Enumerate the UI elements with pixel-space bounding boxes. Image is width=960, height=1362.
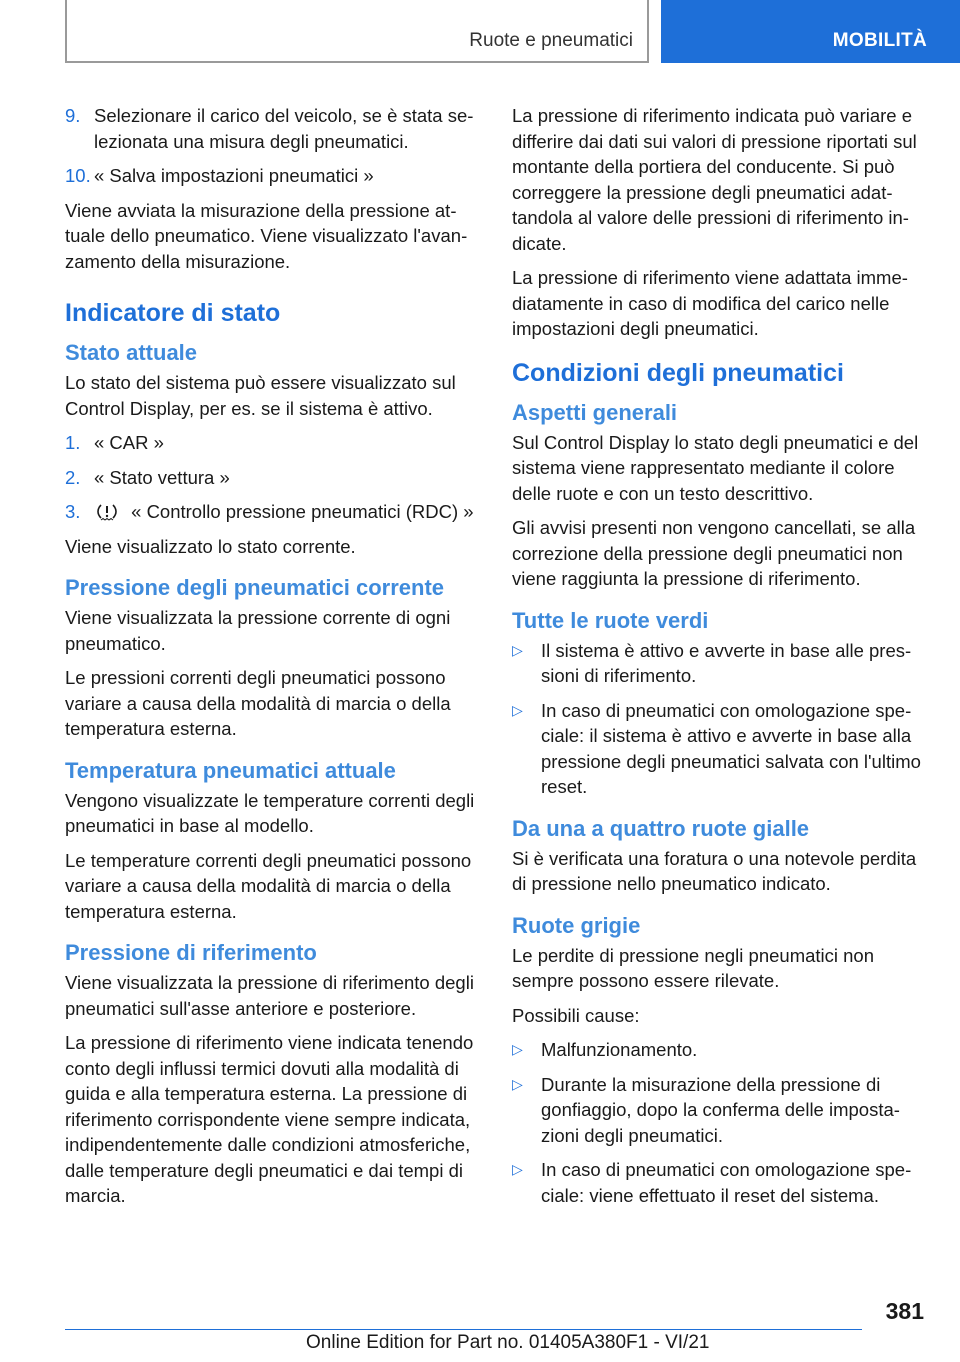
step-item <box>65 163 481 189</box>
current-status-paragraph: Lo stato del sistema può essere visualizzato sul Control Display, per es. se il sistema è attivo. <box>65 372 456 419</box>
measurement-paragraph: Viene avviata la misurazione della pressione attuale dello pneumatico. Viene visualizzato l'avanzamento della misurazione. <box>65 199 468 272</box>
step-number: 2. <box>65 466 81 488</box>
step-number: 3. <box>65 501 81 522</box>
list-item-text: Durante la misurazione della pressione di gonfiaggio, dopo la conferma delle impostazioni degli pneumatici. <box>541 1073 900 1146</box>
reference-pressure-paragraph-2: La pressione di riferimento viene indicata tenendo conto degli influssi termici dovuti alla modalità di guida e alla temperatura esterna. La pressione di riferimento corrispondente viene sempre indicata, indipendentemente dalle condizioni atmosferiche, dalle temperature degli pneumatici e dai tempi di marcia. <box>65 1032 474 1206</box>
heading-all-green: Tutte le ruote verdi <box>512 607 709 633</box>
current-pressure-paragraph-1: Viene visualizzata la pressione corrente di ogni pneumatico. <box>65 607 451 654</box>
right-column <box>512 103 930 1217</box>
footer-edition: Online Edition for Part no. 01405A380F1 - VI/21 <box>306 1332 710 1353</box>
reference-vary-paragraph: La pressione di riferimento indicata può variare e differire dai dati sui valori di pressione riportati sul montante della portiera del conducente. Si può correggere la pressione degli pneumatici adattandola al valore delle pressioni di riferimento indicate. <box>512 105 917 254</box>
step-item <box>65 465 481 491</box>
yellow-paragraph: Si è verificata una foratura o una notevole perdita di pressione nello pneumatico indicato. <box>512 847 917 894</box>
step-text: Selezionare il carico del veicolo, se è stata selezionata una misura degli pneumatici. <box>94 105 474 152</box>
section-title: MOBILITÀ <box>832 30 927 51</box>
reference-pressure-paragraph-1: Viene visualizzata la pressione di riferimento degli pneumatici sull'asse anteriore e posteriore. <box>65 972 474 1019</box>
triangle-bullet-icon: ▷ <box>512 1161 523 1177</box>
status-shown-paragraph: Viene visualizzato lo stato corrente. <box>65 535 356 557</box>
current-temperature-paragraph-1: Vengono visualizzate le temperature correnti degli pneumatici in base al modello. <box>65 789 475 836</box>
step-text: « Controllo pressione pneumatici (RDC) » <box>131 501 474 522</box>
current-pressure-paragraph-2: Le pressioni correnti degli pneumatici possono variare a causa della modalità di marcia o della temperatura esterna. <box>65 667 451 739</box>
left-column <box>65 103 481 1218</box>
step-text: « Stato vettura » <box>94 466 230 488</box>
step-text: « CAR » <box>94 432 164 453</box>
step-item <box>65 103 481 154</box>
step-number: 10. <box>65 165 91 186</box>
list-item-text: Il sistema è attivo e avverte in base alle pressioni di riferimento. <box>541 639 912 686</box>
page-header <box>0 0 960 66</box>
list-item <box>512 1037 930 1063</box>
heading-grey-wheels: Ruote grigie <box>512 912 641 938</box>
list-item <box>512 1072 930 1149</box>
heading-tire-conditions: Condizioni degli pneumatici <box>512 358 844 387</box>
step-number: 9. <box>65 105 81 126</box>
heading-reference-pressure: Pressione di riferimento <box>65 940 317 965</box>
tire-pressure-warning-icon <box>96 503 118 521</box>
grey-paragraph-1: Le perdite di pressione negli pneumatici non sempre possono essere rilevate. <box>512 944 875 991</box>
step-text: « Salva impostazioni pneumatici » <box>94 165 374 186</box>
list-item-text: In caso di pneumatici con omologazione speciale: il sistema è attivo e avverte in base alla pressione degli pneumatici salvata con l'ultimo reset. <box>541 699 921 797</box>
list-item-text: Malfunzionamento. <box>541 1039 698 1060</box>
reference-adapt-paragraph: La pressione di riferimento viene adattata immediatamente in caso di modifica del carico nelle impostazioni degli pneumatici. <box>512 267 908 339</box>
section-tab <box>661 0 960 63</box>
step-number: 1. <box>65 432 81 453</box>
general-paragraph-2: Gli avvisi presenti non vengono cancellati, se alla correzione della pressione degli pneumatici non viene raggiunta la pressione di riferimento. <box>512 517 916 589</box>
triangle-bullet-icon: ▷ <box>512 641 523 658</box>
triangle-bullet-icon: ▷ <box>512 1041 523 1057</box>
triangle-bullet-icon: ▷ <box>512 1075 523 1092</box>
chapter-title: Ruote e pneumatici <box>469 30 633 51</box>
list-item <box>512 698 930 800</box>
list-item <box>512 638 930 689</box>
list-item-text: In caso di pneumatici con omologazione speciale: viene effettuato il reset del sistema. <box>541 1159 912 1206</box>
grey-paragraph-2: Possibili cause: <box>512 1004 640 1026</box>
heading-general: Aspetti generali <box>512 399 678 425</box>
triangle-bullet-icon: ▷ <box>512 701 523 718</box>
list-item <box>512 1157 930 1208</box>
heading-current-status: Stato attuale <box>65 340 198 365</box>
heading-current-temperature: Temperatura pneumatici attuale <box>65 757 396 783</box>
footer-divider <box>65 1329 862 1330</box>
heading-status-indicator: Indicatore di stato <box>65 299 281 327</box>
general-paragraph-1: Sul Control Display lo stato degli pneumatici e del sistema viene rappresentato mediante il colore delle ruote e con un testo descrittivo. <box>512 431 919 504</box>
step-item <box>65 430 481 456</box>
heading-current-pressure: Pressione degli pneumatici corrente <box>65 575 445 600</box>
chapter-header-box <box>65 0 649 63</box>
step-item <box>65 499 481 525</box>
page-number: 381 <box>885 1298 924 1324</box>
current-temperature-paragraph-2: Le temperature correnti degli pneumatici possono variare a causa della modalità di marcia o della temperatura esterna. <box>65 849 472 922</box>
heading-yellow-wheels: Da una a quattro ruote gialle <box>512 815 810 841</box>
